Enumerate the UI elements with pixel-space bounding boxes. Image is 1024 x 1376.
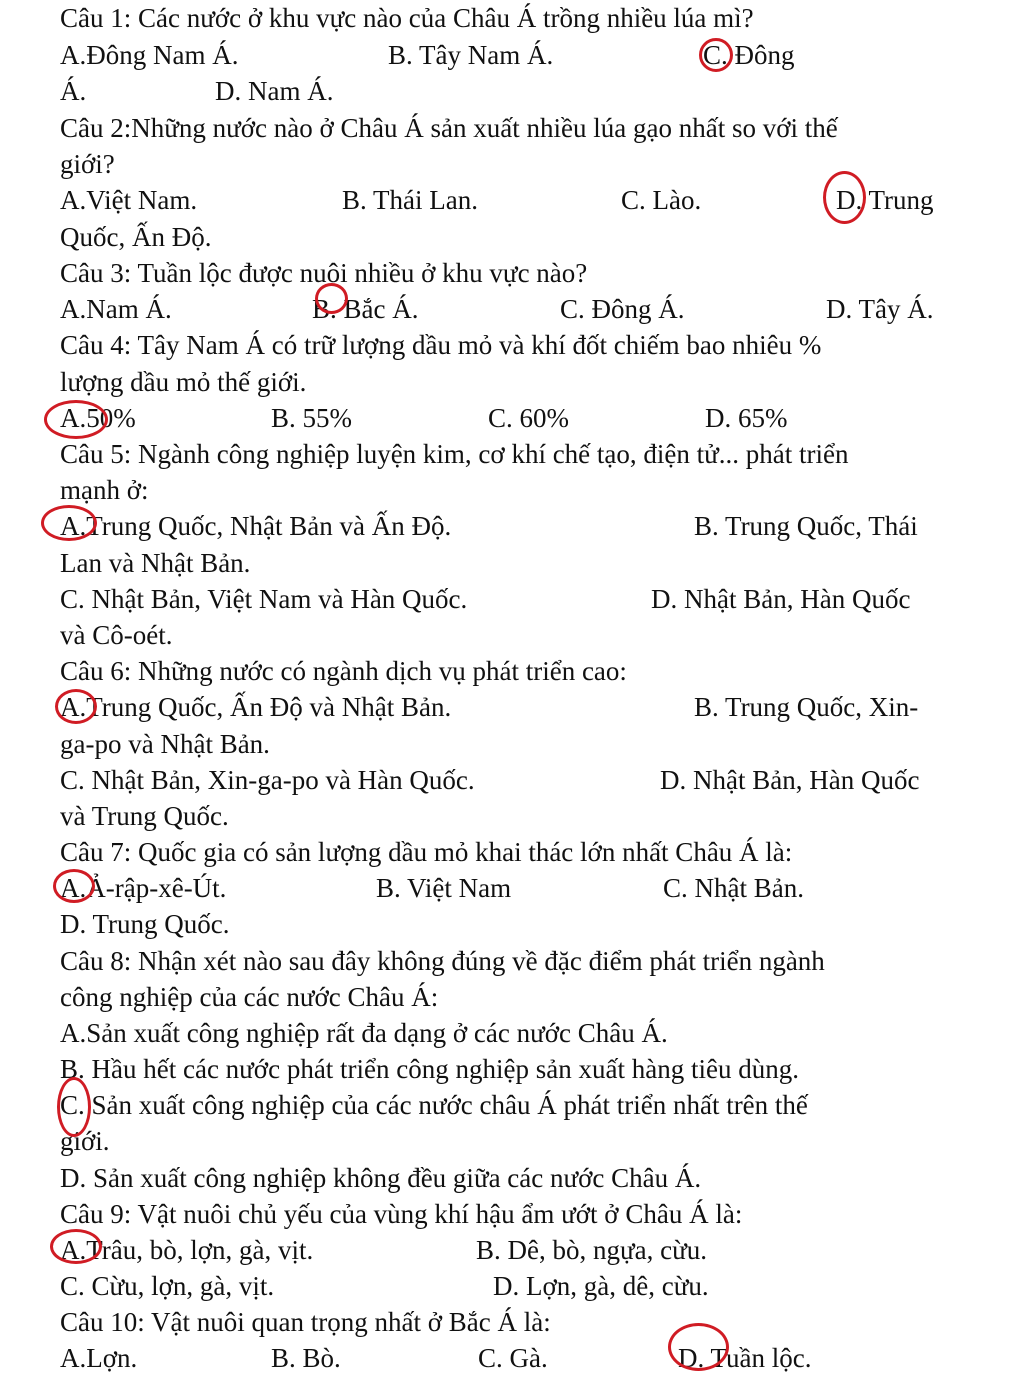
- option-a: A.Nam Á.: [60, 294, 172, 324]
- question-5-options-cont: [0, 545, 1024, 581]
- option-b: B. Tây Nam Á.: [388, 40, 554, 70]
- question-text-cont: giới?: [60, 149, 115, 179]
- option-c: C. 60%: [488, 403, 569, 433]
- question-7-options: [0, 870, 1024, 906]
- question-10: [0, 1304, 1024, 1340]
- question-6: [0, 653, 1024, 689]
- question-text: Câu 9: Vật nuôi chủ yếu của vùng khí hậu ẩm ướt ở Châu Á là:: [60, 1199, 743, 1229]
- option-d: D. Trung Quốc.: [60, 909, 230, 939]
- option-a: A.Trâu, bò, lợn, gà, vịt.: [60, 1235, 314, 1265]
- option-c: C. Đông Á.: [560, 294, 685, 324]
- option-d-cont: và Cô-oét.: [60, 620, 173, 650]
- option-c: C. Nhật Bản, Xin-ga-po và Hàn Quốc.: [60, 765, 475, 795]
- question-4: [0, 327, 1024, 363]
- question-text: Câu 10: Vật nuôi quan trọng nhất ở Bắc Á là:: [60, 1307, 551, 1337]
- option-b: B. Hầu hết các nước phát triển công nghiệp sản xuất hàng tiêu dùng.: [60, 1054, 799, 1084]
- question-9: [0, 1196, 1024, 1232]
- option-c-cont: Á.: [60, 76, 87, 106]
- question-1: [0, 0, 1024, 36]
- option-a: A.Trung Quốc, Ấn Độ và Nhật Bản.: [60, 692, 452, 722]
- question-4-cont: [0, 364, 1024, 400]
- question-6-options-2-cont: [0, 798, 1024, 834]
- question-6-options-cont: [0, 726, 1024, 762]
- question-3-options: [0, 291, 1024, 327]
- option-c: C. Nhật Bản, Việt Nam và Hàn Quốc.: [60, 584, 468, 614]
- question-10-options: [0, 1340, 1024, 1376]
- question-5: [0, 436, 1024, 472]
- option-a: A.Đông Nam Á.: [60, 40, 239, 70]
- option-d: D. Tây Á.: [826, 294, 934, 324]
- question-text-cont: mạnh ở:: [60, 475, 149, 505]
- question-8-option-c: [0, 1087, 1024, 1123]
- question-5-options: [0, 508, 1024, 544]
- option-a: A.Trung Quốc, Nhật Bản và Ấn Độ.: [60, 511, 452, 541]
- option-d-cont: Quốc, Ấn Độ.: [60, 222, 212, 252]
- question-7: [0, 834, 1024, 870]
- question-2: [0, 110, 1024, 146]
- option-b: B. Trung Quốc, Xin-: [694, 692, 919, 722]
- question-8: [0, 943, 1024, 979]
- option-d: D. Nhật Bản, Hàn Quốc: [660, 765, 920, 795]
- option-b: B. Thái Lan.: [342, 185, 478, 215]
- option-c: C. Sản xuất công nghiệp của các nước châu Á phát triển nhất trên thế: [60, 1090, 808, 1120]
- question-text-cont: công nghiệp của các nước Châu Á:: [60, 982, 439, 1012]
- option-c: C. Cừu, lợn, gà, vịt.: [60, 1271, 275, 1301]
- question-8-option-d: [0, 1160, 1024, 1196]
- question-text: Câu 3: Tuần lộc được nuôi nhiều ở khu vực nào?: [60, 258, 588, 288]
- option-a: A.Ả-rập-xê-Út.: [60, 873, 227, 903]
- option-c: C. Gà.: [478, 1343, 548, 1373]
- option-d: D. Lợn, gà, dê, cừu.: [493, 1271, 709, 1301]
- question-5-options-2-cont: [0, 617, 1024, 653]
- question-1-options-cont: [0, 73, 1024, 109]
- question-7-options-cont: [0, 906, 1024, 942]
- question-8-option-a: [0, 1015, 1024, 1051]
- question-text: Câu 1: Các nước ở khu vực nào của Châu Á trồng nhiều lúa mì?: [60, 3, 754, 33]
- option-a: A.Sản xuất công nghiệp rất đa dạng ở các nước Châu Á.: [60, 1018, 668, 1048]
- question-2-options-cont: [0, 219, 1024, 255]
- option-d: D. 65%: [705, 403, 788, 433]
- question-text: Câu 6: Những nước có ngành dịch vụ phát triển cao:: [60, 656, 627, 686]
- question-2-cont: [0, 146, 1024, 182]
- question-5-cont: [0, 472, 1024, 508]
- option-c: C. Đông: [703, 40, 795, 70]
- option-c-cont: giới.: [60, 1126, 110, 1156]
- option-a: A.Lợn.: [60, 1343, 138, 1373]
- option-a: A.Việt Nam.: [60, 185, 198, 215]
- question-text: Câu 4: Tây Nam Á có trữ lượng dầu mỏ và khí đốt chiếm bao nhiêu %: [60, 330, 822, 360]
- question-text-cont: lượng dầu mỏ thế giới.: [60, 367, 307, 397]
- question-8-option-c-cont: [0, 1123, 1024, 1159]
- option-d: D. Tuần lộc.: [678, 1343, 812, 1373]
- option-b: B. Bò.: [271, 1343, 341, 1373]
- question-text: Câu 2:Những nước nào ở Châu Á sản xuất nhiều lúa gạo nhất so với thế: [60, 113, 838, 143]
- question-9-options: [0, 1232, 1024, 1268]
- option-b-cont: ga-po và Nhật Bản.: [60, 729, 270, 759]
- question-8-cont: [0, 979, 1024, 1015]
- question-3: [0, 255, 1024, 291]
- option-b-cont: Lan và Nhật Bản.: [60, 548, 251, 578]
- question-5-options-2: [0, 581, 1024, 617]
- option-d: D. Sản xuất công nghiệp không đều giữa các nước Châu Á.: [60, 1163, 702, 1193]
- option-d: D. Trung: [836, 185, 934, 215]
- question-8-option-b: [0, 1051, 1024, 1087]
- option-b: B. Trung Quốc, Thái: [694, 511, 918, 541]
- option-d-cont: và Trung Quốc.: [60, 801, 229, 831]
- question-9-options-2: [0, 1268, 1024, 1304]
- option-b: B. Việt Nam: [376, 873, 512, 903]
- option-b: B. Bắc Á.: [312, 294, 419, 324]
- question-4-options: [0, 400, 1024, 436]
- option-b: B. 55%: [271, 403, 352, 433]
- option-b: B. Dê, bò, ngựa, cừu.: [476, 1235, 707, 1265]
- option-c: C. Nhật Bản.: [663, 873, 804, 903]
- question-2-options: [0, 182, 1024, 218]
- question-1-options: [0, 37, 1024, 73]
- question-6-options-2: [0, 762, 1024, 798]
- question-text: Câu 7: Quốc gia có sản lượng dầu mỏ khai thác lớn nhất Châu Á là:: [60, 837, 793, 867]
- question-text: Câu 8: Nhận xét nào sau đây không đúng về đặc điểm phát triển ngành: [60, 946, 825, 976]
- option-a: A.50%: [60, 403, 136, 433]
- question-text: Câu 5: Ngành công nghiệp luyện kim, cơ khí chế tạo, điện tử... phát triển: [60, 439, 849, 469]
- question-6-options: [0, 689, 1024, 725]
- option-c: C. Lào.: [621, 185, 702, 215]
- option-d: D. Nam Á.: [215, 76, 334, 106]
- option-d: D. Nhật Bản, Hàn Quốc: [651, 584, 911, 614]
